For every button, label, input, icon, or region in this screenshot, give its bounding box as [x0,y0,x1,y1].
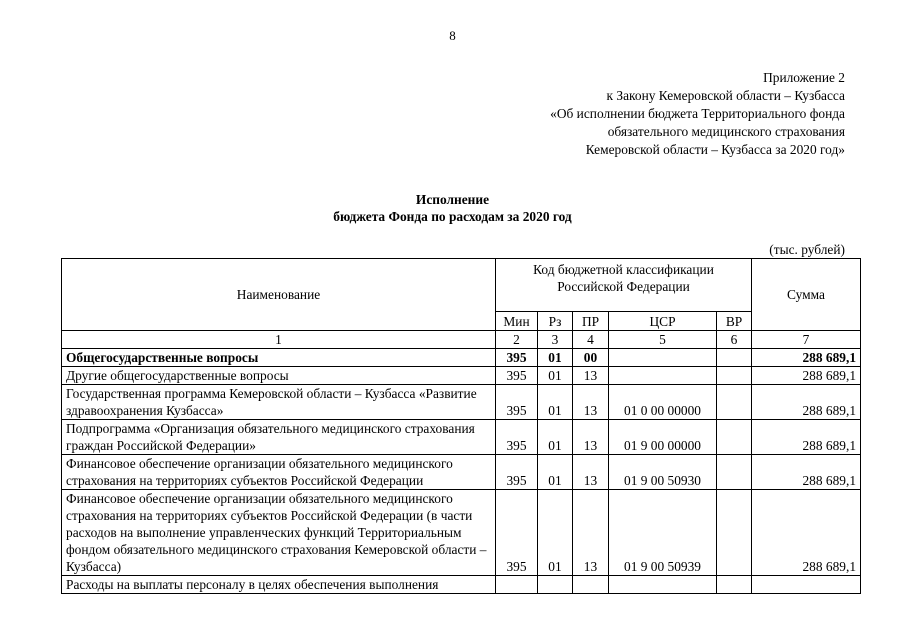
row-name: Финансовое обеспечение организации обязательного медицинского страхования на территориях субъектов Российской Федерации [62,455,496,490]
row-min: 395 [496,385,538,420]
row-rz: 01 [538,349,573,367]
row-name: Государственная программа Кемеровской области – Кузбасса «Развитие здравоохранения Кузбасса» [62,385,496,420]
row-sum: 288 689,1 [752,385,861,420]
header-code-group [496,259,752,312]
row-min: 395 [496,349,538,367]
row-name: Расходы на выплаты персоналу в целях обеспечения выполнения [62,576,496,594]
row-csr [609,576,717,594]
header-pr: ПР [573,312,609,331]
row-csr: 01 9 00 00000 [609,420,717,455]
row-rz: 01 [538,455,573,490]
row-min: 395 [496,367,538,385]
row-vr [717,576,752,594]
row-min: 395 [496,455,538,490]
table-row [62,367,861,385]
row-pr [573,576,609,594]
numbering-cell: 3 [538,331,573,349]
header-csr: ЦСР [609,312,717,331]
header-min: Мин [496,312,538,331]
row-csr: 01 9 00 50930 [609,455,717,490]
header-code-line-2: Российской Федерации [557,279,690,294]
row-vr [717,349,752,367]
row-sum [752,576,861,594]
title-line-2: бюджета Фонда по расходам за 2020 год [333,209,572,224]
row-pr: 13 [573,490,609,576]
row-csr: 01 9 00 50939 [609,490,717,576]
row-csr [609,367,717,385]
numbering-cell: 5 [609,331,717,349]
header-sum: Сумма [752,259,861,331]
appendix-block [550,69,845,159]
row-vr [717,367,752,385]
table-row [62,455,861,490]
row-sum: 288 689,1 [752,455,861,490]
row-pr: 13 [573,420,609,455]
document-title [0,191,905,225]
row-vr [717,490,752,576]
header-name: Наименование [62,259,496,331]
numbering-cell: 1 [62,331,496,349]
row-rz: 01 [538,385,573,420]
appendix-line: Кемеровской области – Кузбасса за 2020 год» [585,142,845,157]
row-vr [717,420,752,455]
row-rz: 01 [538,490,573,576]
row-rz [538,576,573,594]
header-vr: ВР [717,312,752,331]
table-row [62,490,861,576]
row-pr: 13 [573,455,609,490]
row-pr: 13 [573,385,609,420]
row-name: Финансовое обеспечение организации обязательного медицинского страхования на территориях субъектов Российской Федерации (в части расходов на выполнение управленческих функций Территориальным фондом обязательного медицинского страхования Кемеровской области – Кузбасса) [62,490,496,576]
row-name: Другие общегосударственные вопросы [62,367,496,385]
appendix-line: обязательного медицинского страхования [607,124,845,139]
row-sum: 288 689,1 [752,420,861,455]
numbering-cell: 2 [496,331,538,349]
table-row [62,576,861,594]
row-min: 395 [496,490,538,576]
appendix-line: Приложение 2 [763,70,845,85]
row-sum: 288 689,1 [752,490,861,576]
row-vr [717,385,752,420]
title-line-1: Исполнение [415,192,490,207]
row-rz: 01 [538,420,573,455]
numbering-cell: 7 [752,331,861,349]
row-name: Подпрограмма «Организация обязательного медицинского страхования граждан Российской Федерации» [62,420,496,455]
page-number: 8 [449,28,456,43]
table-row [62,349,861,367]
numbering-cell: 4 [573,331,609,349]
header-row [62,259,861,312]
row-rz: 01 [538,367,573,385]
numbering-cell: 6 [717,331,752,349]
header-code-line-1: Код бюджетной классификации [533,262,714,277]
numbering-row [62,331,861,349]
header-rz: Рз [538,312,573,331]
row-pr: 13 [573,367,609,385]
row-csr: 01 0 00 00000 [609,385,717,420]
row-min [496,576,538,594]
row-min: 395 [496,420,538,455]
row-vr [717,455,752,490]
row-pr: 00 [573,349,609,367]
row-name: Общегосударственные вопросы [62,349,496,367]
row-sum: 288 689,1 [752,367,861,385]
table-row [62,385,861,420]
row-csr [609,349,717,367]
appendix-line: к Закону Кемеровской области – Кузбасса [606,88,845,103]
appendix-line: «Об исполнении бюджета Территориального фонда [550,106,845,121]
units-label: (тыс. рублей) [769,242,845,257]
row-sum: 288 689,1 [752,349,861,367]
budget-table [61,258,861,594]
table-row [62,420,861,455]
